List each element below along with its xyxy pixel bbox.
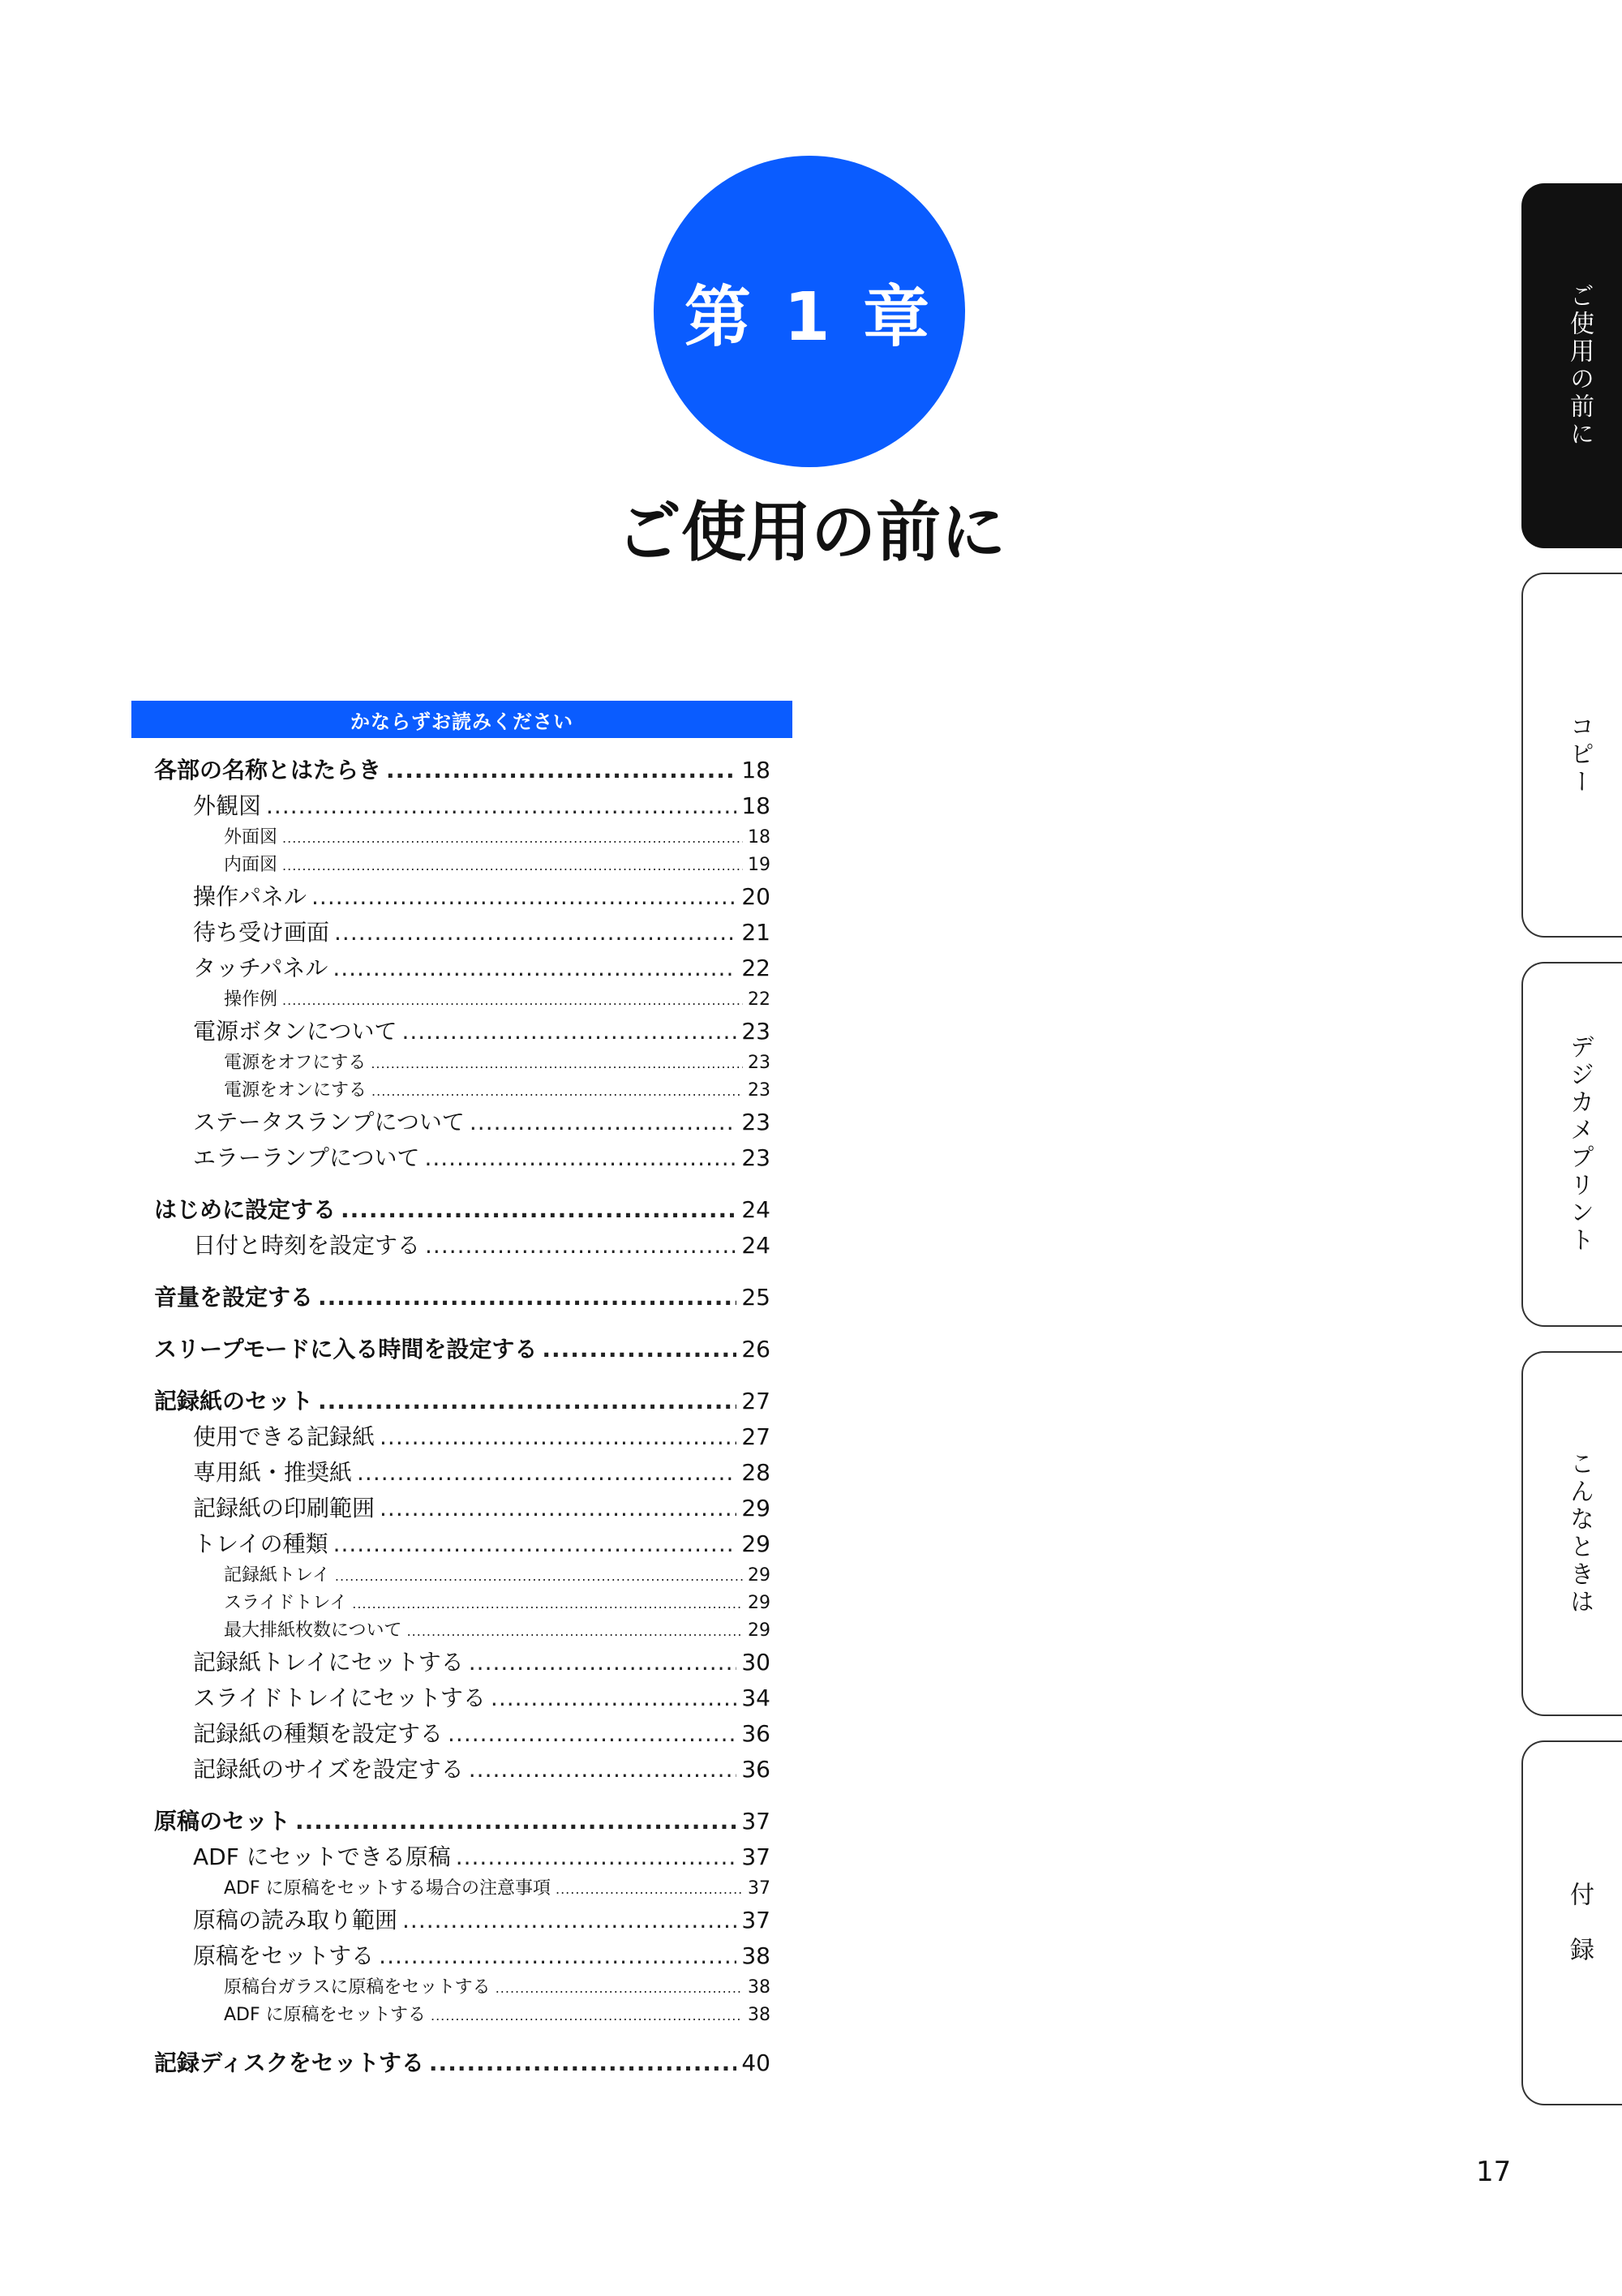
toc-leader-dots (448, 1716, 736, 1752)
toc-entry[interactable] (154, 986, 770, 1014)
toc-entry-page: 38 (748, 1977, 770, 1998)
toc-entry[interactable] (154, 824, 770, 852)
toc-entry-title: 専用紙・推奨紙 (193, 1459, 353, 1486)
toc-leader-dots (380, 1419, 736, 1455)
toc-leader-dots (429, 2045, 736, 2081)
toc-entry-title: トレイの種類 (193, 1530, 328, 1557)
toc-leader-dots (318, 1280, 736, 1315)
toc-entry-title: 原稿の読み取り範囲 (193, 1907, 398, 1933)
toc-leader-dots (357, 1455, 736, 1491)
toc-entry-title: 外観図 (193, 792, 262, 819)
side-tab-label: デジカメプリント (1565, 1034, 1594, 1255)
toc-entry-title: 原稿をセットする (193, 1942, 375, 1969)
toc-entry-title: 各部の名称とはたらき (154, 757, 382, 783)
toc-leader-dots (386, 753, 736, 788)
toc-entry-page: 20 (741, 883, 770, 910)
side-tab[interactable] (1521, 1351, 1622, 1716)
toc-entry-page: 21 (741, 919, 770, 946)
toc-leader-dots (491, 1680, 736, 1716)
toc-entry-title: ADF に原稿をセットする場合の注意事項 (224, 1878, 551, 1899)
toc-entry-page: 23 (748, 1080, 770, 1101)
toc-entry-page: 36 (741, 1720, 770, 1747)
toc-entry-title: 原稿台ガラスに原稿をセットする (224, 1977, 491, 1998)
toc-leader-dots (311, 879, 736, 915)
toc-entry-page: 29 (741, 1495, 770, 1521)
toc-leader-dots (282, 986, 743, 1015)
toc-entry-title: 記録ディスクをセットする (154, 2049, 424, 2076)
toc-leader-dots (371, 1049, 743, 1078)
toc-entry-page: 29 (741, 1530, 770, 1557)
toc-entry[interactable] (154, 1105, 770, 1140)
toc-entry-page: 38 (741, 1942, 770, 1969)
toc-entry-page: 37 (741, 1843, 770, 1870)
side-tab-label: 付 録 (1565, 1882, 1594, 1964)
toc-entry[interactable] (154, 1526, 770, 1562)
toc-leader-dots (431, 2002, 743, 2030)
toc-entry[interactable] (154, 1974, 770, 2002)
toc-entry-page: 29 (748, 1593, 770, 1613)
toc-entry-page: 19 (748, 855, 770, 875)
toc-entry-title: 音量を設定する (154, 1284, 314, 1311)
toc-entry-title: 記録紙トレイ (224, 1565, 330, 1586)
toc-entry[interactable] (154, 852, 770, 879)
toc-entry-page: 27 (741, 1388, 770, 1414)
toc-entry-page: 18 (741, 792, 770, 819)
side-tab-label: ご使用の前に (1565, 283, 1594, 448)
toc-entry-title: 待ち受け画面 (193, 919, 330, 946)
toc-leader-dots (282, 824, 743, 852)
toc-entry-title: ADF にセットできる原稿 (193, 1843, 451, 1870)
toc-leader-dots (456, 1839, 737, 1875)
toc-entry-title: 記録紙のサイズを設定する (193, 1756, 464, 1783)
toc-entry-page: 30 (741, 1649, 770, 1676)
toc-entry[interactable] (154, 1590, 770, 1617)
toc-entry-page: 18 (741, 757, 770, 783)
chapter-number-label: 第 1 章 (684, 278, 935, 356)
toc-entry[interactable] (154, 1617, 770, 1645)
toc-entry-page: 27 (741, 1423, 770, 1450)
toc-leader-dots (379, 1938, 736, 1974)
toc-entry-title: 操作パネル (193, 883, 307, 910)
toc-entry[interactable] (154, 1645, 770, 1680)
toc-entry[interactable] (154, 1280, 770, 1315)
toc-entry-title: 電源ボタンについて (193, 1018, 397, 1045)
toc-entry-title: 外面図 (224, 827, 278, 848)
toc-leader-dots (542, 1332, 736, 1367)
toc-entry-title: 使用できる記録紙 (193, 1423, 375, 1450)
toc-entry-title: タッチパネル (193, 955, 328, 981)
toc-leader-dots (407, 1617, 743, 1646)
toc-entry[interactable] (154, 1455, 770, 1491)
toc-entry-page: 29 (748, 1565, 770, 1586)
toc-entry-page: 23 (748, 1053, 770, 1073)
toc-entry-title: 記録紙の印刷範囲 (193, 1495, 375, 1521)
toc-entry-page: 40 (741, 2049, 770, 2076)
toc-entry-title: エラーランプについて (193, 1144, 420, 1171)
toc-leader-dots (333, 951, 736, 986)
chapter-title: ご使用の前に (616, 495, 1006, 570)
toc-entry[interactable] (154, 1938, 770, 1974)
toc-banner: かならずお読みください (131, 701, 792, 738)
toc-entry[interactable] (154, 1049, 770, 1077)
toc-leader-dots (295, 1804, 736, 1839)
toc-entry[interactable] (154, 879, 770, 915)
toc-entry[interactable] (154, 1680, 770, 1716)
toc-entry-page: 24 (741, 1196, 770, 1223)
toc-entry-page: 36 (741, 1756, 770, 1783)
toc-entry-title: 記録紙のセット (154, 1388, 314, 1414)
toc-entry-page: 22 (741, 955, 770, 981)
toc-entry[interactable] (154, 1192, 770, 1228)
chapter-number-badge (654, 156, 965, 467)
toc-leader-dots (470, 1105, 736, 1140)
toc-entry-page: 37 (741, 1808, 770, 1835)
page-number: 17 (1476, 2156, 1512, 2188)
toc-leader-dots (424, 1140, 736, 1176)
toc-entry[interactable] (154, 1332, 770, 1367)
toc-leader-dots (333, 1526, 737, 1562)
side-tab-label: こんなときは (1565, 1451, 1594, 1616)
toc-leader-dots (469, 1752, 737, 1787)
toc-entry-page: 29 (748, 1620, 770, 1641)
side-tab[interactable] (1521, 573, 1622, 938)
toc-entry-title: 操作例 (224, 989, 278, 1010)
toc-entry[interactable] (154, 1228, 770, 1264)
toc-entry-page: 23 (741, 1018, 770, 1045)
toc-leader-dots (282, 852, 743, 880)
toc-entry[interactable] (154, 2002, 770, 2029)
toc-leader-dots (341, 1192, 736, 1228)
toc-entry[interactable] (154, 915, 770, 951)
toc-entry[interactable] (154, 951, 770, 986)
toc-entry[interactable] (154, 788, 770, 824)
toc-entry-page: 38 (748, 2005, 770, 2025)
toc-entry[interactable] (154, 1804, 770, 1839)
side-tab[interactable] (1521, 183, 1622, 548)
toc-entry-title: ADF に原稿をセットする (224, 2005, 426, 2025)
toc-entry[interactable] (154, 1014, 770, 1049)
side-tab[interactable] (1521, 1740, 1622, 2105)
toc-leader-dots (469, 1645, 737, 1680)
toc-entry-page: 37 (741, 1907, 770, 1933)
toc-entry-page: 22 (748, 989, 770, 1010)
toc-entry-title: 記録紙の種類を設定する (193, 1720, 444, 1747)
toc-entry-page: 37 (748, 1878, 770, 1899)
toc-entry-title: 日付と時刻を設定する (193, 1232, 421, 1259)
toc-entry-title: 記録紙トレイにセットする (193, 1649, 464, 1676)
toc-entry-page: 24 (741, 1232, 770, 1259)
toc-entry[interactable] (154, 1839, 770, 1875)
toc-entry-title: 電源をオフにする (224, 1053, 367, 1073)
toc-leader-dots (496, 1974, 743, 2002)
toc-entry-page: 25 (741, 1284, 770, 1311)
toc-entry-title: 内面図 (224, 855, 278, 875)
toc-entry-page: 26 (741, 1336, 770, 1363)
side-tab-label: コピー (1565, 714, 1594, 796)
toc-leader-dots (352, 1590, 743, 1618)
toc-entry[interactable] (154, 1140, 770, 1176)
toc-entry[interactable] (154, 1491, 770, 1526)
toc-leader-dots (334, 915, 736, 951)
toc-entry[interactable] (154, 1903, 770, 1938)
toc-entry[interactable] (154, 1384, 770, 1419)
toc-entry[interactable] (154, 1716, 770, 1752)
toc-entry-title: 最大排紙枚数について (224, 1620, 402, 1641)
toc-leader-dots (402, 1903, 736, 1938)
toc-leader-dots (266, 788, 736, 824)
toc-entry-page: 28 (741, 1459, 770, 1486)
toc-leader-dots (371, 1077, 743, 1105)
toc-entry-page: 23 (741, 1144, 770, 1171)
toc-entry-page: 34 (741, 1684, 770, 1711)
toc-leader-dots (335, 1562, 743, 1590)
toc-entry-title: ステータスランプについて (193, 1109, 465, 1135)
table-of-contents (154, 753, 770, 2081)
side-tab[interactable] (1521, 962, 1622, 1327)
toc-entry-title: 原稿のセット (154, 1808, 291, 1835)
toc-leader-dots (556, 1875, 743, 1903)
toc-entry[interactable] (154, 753, 770, 788)
toc-entry-title: スライドトレイ (224, 1593, 348, 1613)
toc-entry-title: はじめに設定する (154, 1196, 337, 1223)
toc-entry-title: 電源をオンにする (224, 1080, 367, 1101)
toc-entry[interactable] (154, 2045, 770, 2081)
toc-entry-page: 23 (741, 1109, 770, 1135)
toc-entry-title: スリープモードに入る時間を設定する (154, 1336, 538, 1363)
toc-entry[interactable] (154, 1077, 770, 1105)
toc-leader-dots (425, 1228, 736, 1264)
toc-leader-dots (318, 1384, 736, 1419)
toc-leader-dots (401, 1014, 736, 1049)
toc-entry[interactable] (154, 1875, 770, 1903)
toc-entry[interactable] (154, 1752, 770, 1787)
toc-entry-page: 18 (748, 827, 770, 848)
toc-entry[interactable] (154, 1419, 770, 1455)
toc-entry-title: スライドトレイにセットする (193, 1684, 486, 1711)
toc-entry[interactable] (154, 1562, 770, 1590)
toc-leader-dots (380, 1491, 736, 1526)
